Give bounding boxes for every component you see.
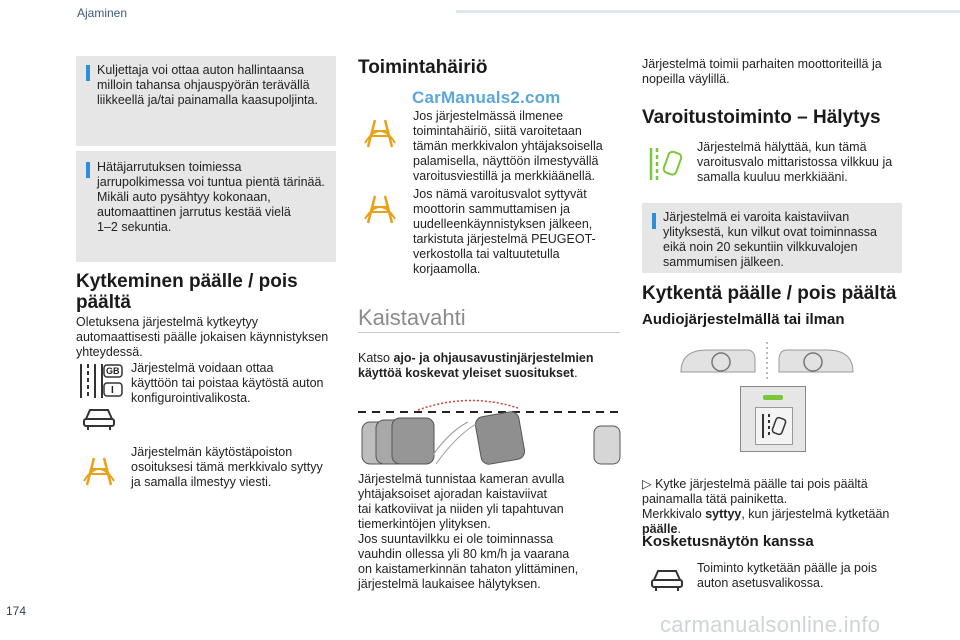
activation-item-indicator: Järjestelmän käytöstäpoiston osoituksesi tämä merkkivalo syttyy ja samalla ilmestyy viesti. [131,445,323,489]
badge-gb: GB [106,366,120,376]
page-number: 174 [6,604,27,618]
subheading-audio: Audiojärjestelmällä tai ilman [642,311,845,328]
toggle-line: Kytke järjestelmä päälle tai pois päältä painamalla tätä painiketta. [642,477,868,506]
activation-intro: Oletuksena järjestelmä kytkeytyy automaattisesti päälle jokaisen käynnistyksen yhteydessä. [76,315,329,359]
malfunction-item-1: Jos järjestelmässä ilmenee toimintahäiriö, siitä varoitetaan tämän merkkivalon yhtäjaksoisella palamisella, näyttöön ilmestyvällä varoitusviestillä ja merkkiäänellä. [413,109,603,183]
expl-suffix: . [677,522,681,536]
header-bar [456,10,960,13]
touchscreen-item: Toiminto kytketään päälle ja pois auton asetusvalikossa. [697,561,877,590]
car-icon [82,405,116,436]
lane-assist-reference [358,336,620,381]
ref-suffix: . [574,366,578,380]
expl-bold-2: päälle [642,522,678,536]
heading-warning: Varoitustoiminto – Hälytys [642,107,881,128]
ref-prefix: Katso [358,351,394,365]
info-bar-icon [652,213,656,229]
activation-item-config: Järjestelmä voidaan ottaa käyttöön tai poistaa käytöstä auton konfigurointivalikosta. [131,361,324,405]
heading-rule [358,332,620,333]
heading-lane-assist: Kaistavahti [358,305,466,330]
heading-malfunction: Toimintahäiriö [358,57,488,78]
info-bar-icon [86,65,90,81]
orange-warning-icon [362,117,398,154]
section-title: Ajaminen [77,6,128,20]
lane-assist-body: Järjestelmä tunnistaa kameran avulla yhtäjaksoiset ajoradan kaistaviivat tai katkoviivat ja niiden yli tapahtuvan tiemerkintöjen ylityksen. Jos suuntavilkku ei ole toiminnassa vauhdin ollessa yli 80 km/h ja vaarana on kaistamerkinnän tahaton ylittäminen, järjestelmä laukaisee hälytyksen. [358,472,579,591]
subheading-touchscreen: Kosketusnäytön kanssa [642,533,814,550]
car-settings-icon [650,566,684,597]
info-box-braking-text: Hätäjarrutuksen toimiessa jarrupolkimessa voi tuntua pientä tärinää. Mikäli auto pysähtyy kokonaan, automaattinen jarrutus kestää vielä 1–2 sekuntia. [97,160,325,234]
info-box-takeover [76,56,336,146]
lane-icon [756,408,792,444]
button-indicator-light [763,395,783,400]
watermark: carmanualsonline.info [660,612,881,637]
info-box-indicators-text: Järjestelmä ei varoita kaistaviivan ylityksestä, kun vilkut ovat toiminnassa eikä noin 20 sekuntiin vilkkuvalojen sammumisen jälkeen. [663,210,877,269]
lane-button[interactable] [755,407,793,445]
expl-bold-1: syttyy [705,507,742,521]
info-box-braking [76,151,336,262]
orange-warning-icon [82,455,116,492]
info-box-indicators [642,203,902,273]
heading-on-off: Kytkentä päälle / pois päältä [642,283,897,304]
best-conditions-text: Järjestelmä toimii parhaiten moottoriteillä ja nopeilla väylillä. [642,57,882,86]
badge-i: I [111,385,114,396]
green-lane-icon [648,146,686,187]
lane-departure-illustration [358,392,622,472]
brand-logo: CarManuals2.com [412,88,561,107]
dashboard-illustration [677,342,857,380]
warning-item: Järjestelmä hälyttää, kun tämä varoitusvalo mittaristossa vilkkuu ja samalla kuuluu merkkiääni. [697,140,893,184]
lane-settings-icon [78,362,124,400]
bullet-arrow-icon: ▷ [642,477,656,491]
expl-prefix: Merkkivalo [642,507,706,521]
heading-activation: Kytkeminen päälle / pois päältä [76,271,298,313]
ref-bold: ajo- ja ohjausavustinjärjestelmien käyttöä koskevat yleiset suositukset [358,351,594,380]
info-bar-icon [86,162,90,178]
orange-warning-icon [362,193,398,230]
indicator-explanation [642,492,904,537]
info-box-takeover-text: Kuljettaja voi ottaa auton hallintaansa milloin tahansa ohjauspyörän terävällä liikkeellä ja/tai painamalla kaasupoljinta. [97,63,318,107]
lane-assist-button-panel[interactable] [740,386,806,452]
malfunction-item-2: Jos nämä varoitusvalot syttyvät moottorin sammuttamisen ja uudelleenkäynnistyksen jälkeen, tarkistuta järjestelmä PEUGEOT- verkostolla tai valtuutetulla korjaamolla. [413,187,596,276]
expl-mid: , kun järjestelmä kytketään [741,507,890,521]
